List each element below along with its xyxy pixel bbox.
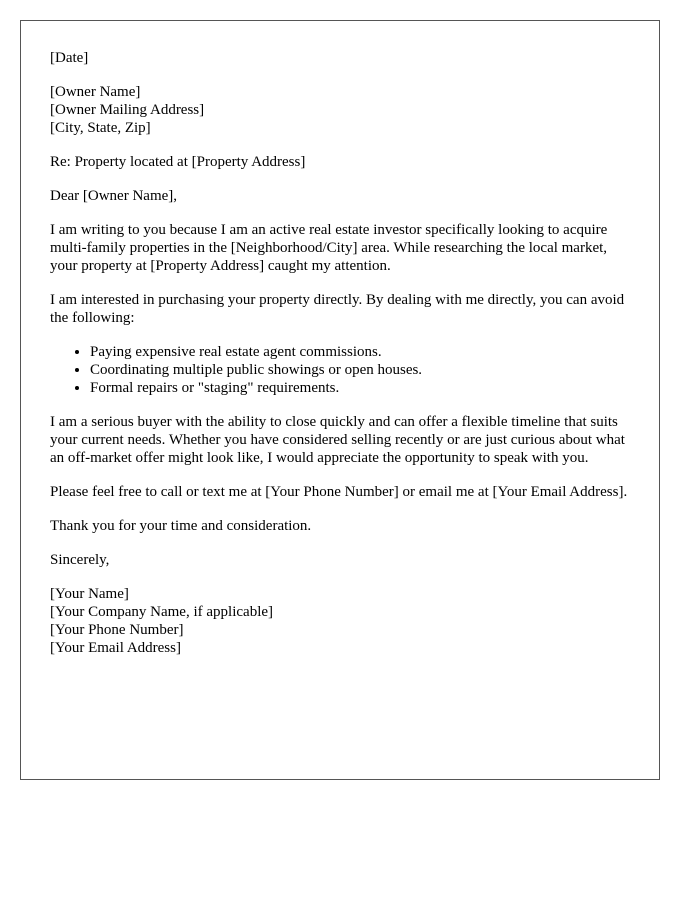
- closing: Sincerely,: [50, 552, 110, 568]
- benefit-item: • Paying expensive real estate agent commissions.: [90, 343, 630, 361]
- signature-block: [50, 585, 630, 657]
- paragraph-interest: I am interested in purchasing your property directly. By dealing with me directly, you can avoid the following:: [50, 292, 625, 326]
- paragraph-intro: I am writing to you because I am an active real estate investor specifically looking to acquire multi-family properties in the [Neighborhood/City] area. While researching the local market, your property at [Property Address] caught my attention.: [50, 222, 608, 274]
- benefit-item: • Formal repairs or "staging" requirements.: [90, 379, 630, 397]
- letter-date: [Date]: [50, 50, 89, 66]
- salutation: Dear [Owner Name],: [50, 188, 178, 204]
- signature-company: [Your Company Name, if applicable]: [50, 604, 274, 620]
- subject-line: Re: Property located at [Property Address]: [50, 154, 306, 170]
- signature-name: [Your Name]: [50, 586, 129, 602]
- letter-frame: [20, 20, 660, 780]
- benefits-list: [50, 343, 630, 397]
- signature-phone: [Your Phone Number]: [50, 622, 184, 638]
- recipient-name: [Owner Name]: [50, 84, 141, 100]
- benefit-item: • Coordinating multiple public showings or open houses.: [90, 361, 630, 379]
- letter-body: [50, 49, 630, 673]
- recipient-address: [Owner Mailing Address]: [50, 102, 205, 118]
- recipient-city-state-zip: [City, State, Zip]: [50, 120, 151, 136]
- paragraph-buyer: I am a serious buyer with the ability to close quickly and can offer a flexible timeline that suits your current needs. Whether you have considered selling recently or are just curious about what an off-market offer might look like, I would appreciate the opportunity to speak with you.: [50, 414, 625, 466]
- recipient-block: [50, 83, 630, 137]
- paragraph-contact: Please feel free to call or text me at [Your Phone Number] or email me at [Your Email Address].: [50, 484, 628, 500]
- signature-email: [Your Email Address]: [50, 640, 181, 656]
- paragraph-thanks: Thank you for your time and consideration.: [50, 518, 312, 534]
